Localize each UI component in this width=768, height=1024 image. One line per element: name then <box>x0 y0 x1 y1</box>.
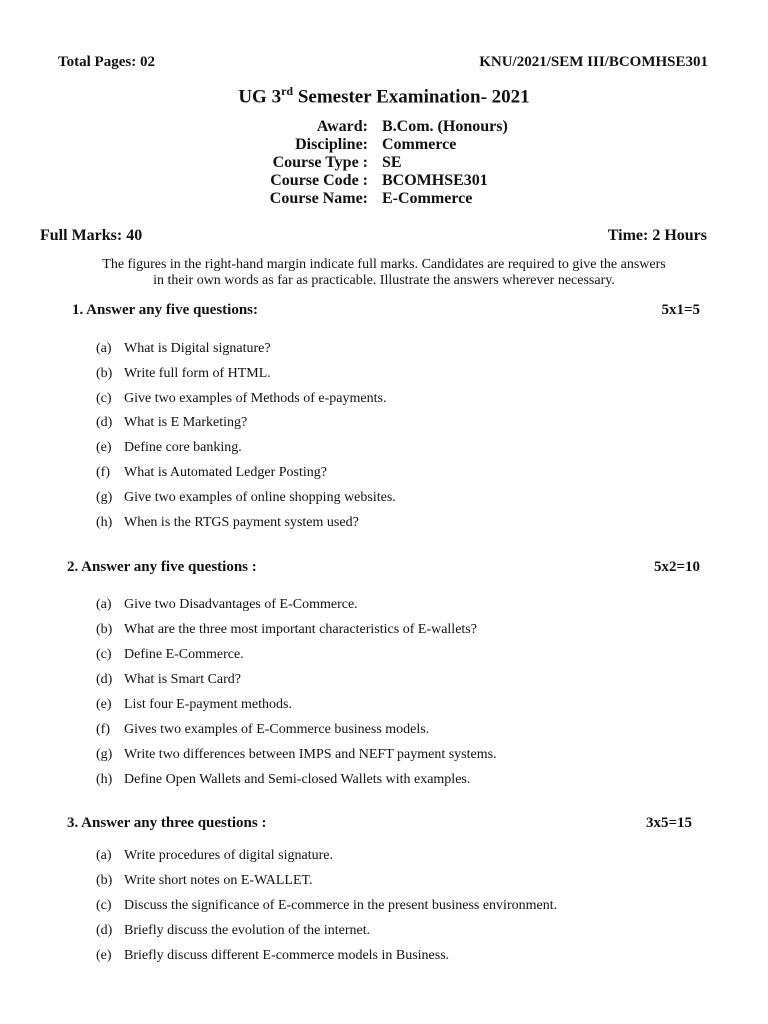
paper-code: KNU/2021/SEM III/BCOMHSE301 <box>479 54 708 70</box>
list-item: (a) Give two Disadvantages of E-Commerce. <box>96 597 358 612</box>
meta-label-discipline: Discipline: <box>295 136 368 153</box>
list-item: (a) What is Digital signature? <box>96 341 271 356</box>
meta-label-course-type: Course Type : <box>272 154 368 171</box>
section-1-heading: 1. Answer any five questions: <box>72 302 258 318</box>
section-3-heading: 3. Answer any three questions : <box>67 815 267 831</box>
list-item: (c) Discuss the significance of E-commerce in the present business environment. <box>96 898 558 913</box>
list-item: (e) Briefly discuss different E-commerce models in Business. <box>96 948 450 963</box>
list-item: (b) Write full form of HTML. <box>96 366 271 381</box>
list-item: (a) Write procedures of digital signature. <box>96 848 333 863</box>
time-allowed: Time: 2 Hours <box>607 227 707 244</box>
section-1-marks: 5x1=5 <box>661 302 700 318</box>
list-item: (b) Write short notes on E-WALLET. <box>96 873 313 888</box>
list-item: (h) When is the RTGS payment system used? <box>96 515 359 530</box>
list-item: (d) What is Smart Card? <box>96 672 242 687</box>
list-item: (c) Define E-Commerce. <box>96 647 244 662</box>
instruction-line-1: The figures in the right-hand margin indicate full marks. Candidates are required to give the answers <box>102 257 666 272</box>
meta-label-award: Award: <box>316 118 368 135</box>
list-item: (h) Define Open Wallets and Semi-closed Wallets with examples. <box>96 772 471 787</box>
list-item: (g) Give two examples of online shopping websites. <box>96 490 396 505</box>
full-marks: Full Marks: 40 <box>40 227 143 244</box>
meta-value-discipline: Commerce <box>382 136 457 153</box>
meta-value-course-code: BCOMHSE301 <box>382 172 488 189</box>
meta-label-course-name: Course Name: <box>269 190 368 207</box>
list-item: (d) What is E Marketing? <box>96 415 248 430</box>
list-item: (f) Gives two examples of E-Commerce business models. <box>96 722 430 737</box>
list-item: (g) Write two differences between IMPS and NEFT payment systems. <box>96 747 497 762</box>
exam-title: UG 3rd Semester Examination- 2021 <box>238 84 530 108</box>
meta-label-course-code: Course Code : <box>270 172 368 189</box>
section-3-marks: 3x5=15 <box>645 815 692 831</box>
list-item: (b) What are the three most important characteristics of E-wallets? <box>96 622 477 637</box>
instruction-line-2: in their own words as far as practicable. Illustrate the answers wherever necessary. <box>153 273 615 288</box>
list-item: (e) Define core banking. <box>96 440 242 455</box>
meta-value-course-type: SE <box>382 154 402 171</box>
section-2-marks: 5x2=10 <box>653 559 700 575</box>
list-item: (d) Briefly discuss the evolution of the internet. <box>96 923 371 938</box>
meta-value-award: B.Com. (Honours) <box>382 118 508 135</box>
list-item: (e) List four E-payment methods. <box>96 697 292 712</box>
section-2-heading: 2. Answer any five questions : <box>67 559 257 575</box>
total-pages: Total Pages: 02 <box>58 54 155 70</box>
meta-value-course-name: E-Commerce <box>382 190 473 207</box>
list-item: (c) Give two examples of Methods of e-payments. <box>96 391 387 406</box>
list-item: (f) What is Automated Ledger Posting? <box>96 465 327 480</box>
